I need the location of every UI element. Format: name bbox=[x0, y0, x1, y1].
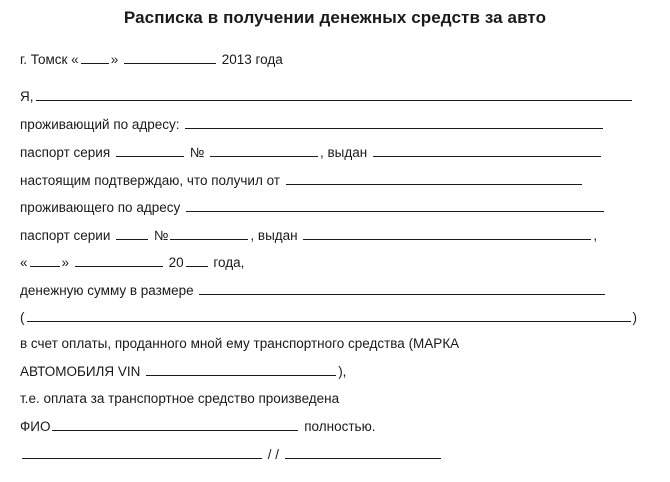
buyer-address-label: проживающего по адресу bbox=[20, 200, 181, 215]
buyer-address-field[interactable] bbox=[186, 198, 604, 212]
buyer-number-sign: № bbox=[153, 228, 169, 243]
issue-day-field[interactable] bbox=[30, 253, 60, 267]
payment-made-text: т.е. оплата за транспортное средство произведена bbox=[20, 391, 340, 406]
fio-label: ФИО bbox=[20, 419, 51, 434]
confirm-label: настоящим подтверждаю, что получил от bbox=[20, 173, 280, 188]
amount-line bbox=[20, 281, 607, 300]
buyer-address-line bbox=[20, 198, 606, 217]
signature-separator: / / bbox=[267, 447, 280, 462]
amount-words-line bbox=[20, 308, 637, 327]
payment-for-text: в счет оплаты, проданного мной ему транспортного средства (МАРКА bbox=[20, 336, 460, 351]
passport-series-label: паспорт серия bbox=[20, 145, 111, 160]
passport-line bbox=[20, 143, 603, 162]
city-label: г. Томск « bbox=[20, 52, 79, 67]
issue-month-field[interactable] bbox=[75, 253, 163, 267]
amount-label: денежную сумму в размере bbox=[20, 283, 194, 298]
passport-series-field[interactable] bbox=[116, 143, 184, 157]
issue-date-line bbox=[20, 253, 244, 272]
ya-label: Я, bbox=[20, 89, 34, 104]
buyer-passport-series-field[interactable] bbox=[116, 226, 148, 240]
amount-words-field[interactable] bbox=[27, 308, 631, 322]
buyer-passport-line bbox=[20, 226, 597, 245]
city-date-line bbox=[20, 50, 283, 69]
day-field[interactable] bbox=[81, 50, 109, 64]
payment-made-line bbox=[20, 390, 339, 408]
vin-close: ), bbox=[338, 364, 347, 379]
document-title: Расписка в получении денежных средств за авто bbox=[123, 8, 547, 27]
vin-label: АВТОМОБИЛЯ VIN bbox=[20, 364, 141, 379]
paren-open: ( bbox=[20, 310, 25, 325]
issued-label: , выдан bbox=[319, 145, 368, 160]
issue-year-field[interactable] bbox=[186, 253, 208, 267]
address-label: проживающий по адресу: bbox=[20, 117, 180, 132]
confirm-line bbox=[20, 171, 584, 190]
fio-line bbox=[20, 417, 375, 436]
issue-quote-close: » bbox=[61, 255, 70, 270]
passport-number-field[interactable] bbox=[210, 143, 318, 157]
amount-field[interactable] bbox=[199, 281, 605, 295]
signature-name-field[interactable] bbox=[285, 445, 441, 459]
vin-line bbox=[20, 362, 346, 381]
passport-issued-field[interactable] bbox=[373, 143, 601, 157]
address-line bbox=[20, 115, 605, 134]
name-line bbox=[20, 87, 634, 106]
buyer-passport-number-field[interactable] bbox=[170, 226, 248, 240]
number-sign: № bbox=[189, 145, 205, 160]
signature-field[interactable] bbox=[22, 445, 262, 459]
vin-field[interactable] bbox=[146, 362, 336, 376]
buyer-name-field[interactable] bbox=[286, 171, 582, 185]
fio-field[interactable] bbox=[52, 417, 298, 431]
month-field[interactable] bbox=[124, 50, 216, 64]
seller-address-field[interactable] bbox=[185, 115, 603, 129]
signature-line bbox=[20, 445, 443, 464]
buyer-passport-issued-field[interactable] bbox=[303, 226, 591, 240]
buyer-passport-series-label: паспорт серии bbox=[20, 228, 111, 243]
fully-label: полностью. bbox=[304, 419, 376, 434]
issue-quote-open: « bbox=[20, 255, 28, 270]
city-quote-close: » bbox=[110, 52, 119, 67]
year-label: 2013 года bbox=[221, 52, 283, 67]
issue-year-word: года, bbox=[213, 255, 245, 270]
buyer-issued-label: , выдан bbox=[250, 228, 298, 243]
issue-year-prefix: 20 bbox=[168, 255, 184, 270]
buyer-passport-comma: , bbox=[593, 228, 598, 243]
seller-name-field[interactable] bbox=[36, 87, 632, 101]
paren-close: ) bbox=[632, 310, 637, 325]
payment-for-line bbox=[20, 335, 459, 353]
